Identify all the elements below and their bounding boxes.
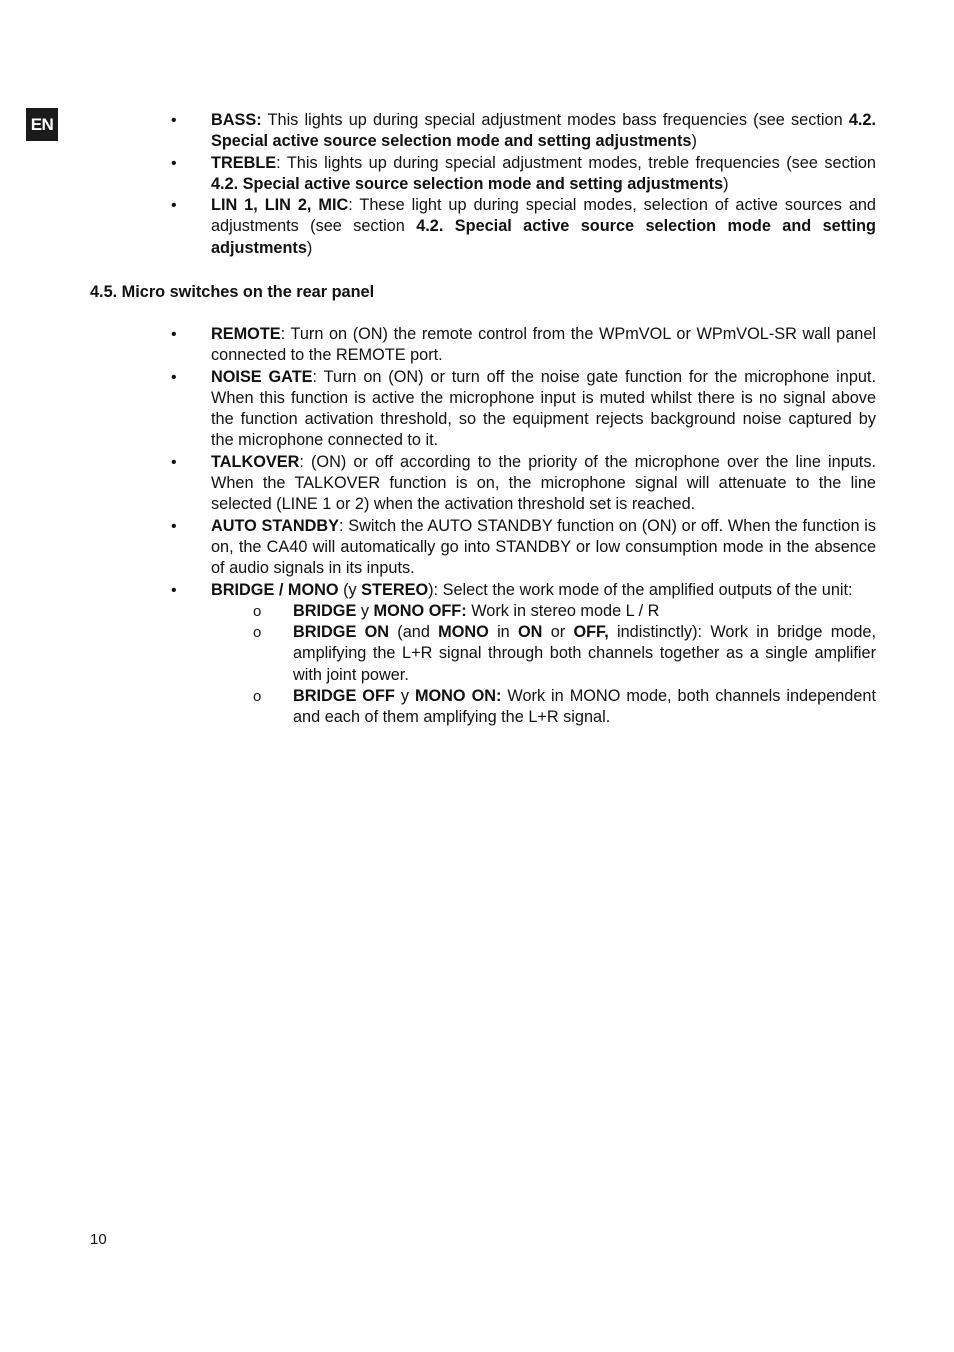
description: : These light up during special modes, selection of active sources and adjustments (see section [211,196,876,236]
term: MONO [438,623,489,642]
term: BRIDGE ON [293,623,390,642]
connector: y [394,687,415,706]
term: BRIDGE [293,601,357,620]
list-item-lin-mic [211,195,876,259]
sublist-item [293,622,876,686]
description: Work in MONO mode, both channels independent and each of them amplifying the L+R signal. [293,687,876,727]
section-heading: 4.5. Micro switches on the rear panel [90,283,375,301]
description: This lights up during special adjustment modes bass frequencies (see section [261,111,849,129]
description: ): Select the work mode of the amplified outputs of the unit: [428,580,853,599]
list-item-noise-gate [211,367,876,452]
list-item-treble [211,153,876,196]
term: REMOTE [211,325,281,343]
term: NOISE GATE [211,367,313,386]
term: OFF, [573,623,609,642]
section-reference: 4.2. Special active source selection mode and setting adjustments [211,174,724,193]
term: ON [518,623,543,642]
term: TREBLE [211,153,277,172]
sublist-item [293,601,876,622]
list-item-auto-standby [211,516,876,580]
indicator-list [211,110,876,259]
description: Work in stereo mode L / R [466,601,660,620]
closing-paren: ) [691,132,697,151]
term: BASS: [211,111,262,129]
description: : Turn on (ON) or turn off the noise gate function for the microphone input. When this function is active the microphone input is muted whilst there is no signal above the function activation threshold, so the equipment rejects background noise captured by the microphone connected to it. [211,367,876,450]
term: BRIDGE OFF [293,687,395,706]
list-item-bridge-mono [211,580,876,729]
connector: y [356,601,374,620]
list-item-remote [211,324,876,367]
connector: (y [338,580,362,599]
connector: (and [389,623,439,642]
term: MONO ON: [414,687,502,706]
description: : (ON) or off according to the priority of the microphone over the line inputs. When the TALKOVER function is on, the microphone signal will attenuate to the line selected (LINE 1 or 2) when the activation threshold set is reached. [211,452,876,514]
list-item-bass [211,110,876,153]
term: AUTO STANDBY [211,516,340,535]
closing-paren: ) [723,174,729,193]
sublist-item [293,686,876,729]
connector: in [488,623,519,642]
description: : Turn on (ON) the remote control from the WPmVOL or WPmVOL-SR wall panel connected to the REMOTE port. [211,325,876,365]
closing-paren: ) [306,238,313,257]
page-number: 10 [90,1231,107,1248]
section-reference: 4.2. Special active source selection mode and setting adjustments [211,111,876,151]
term: LIN 1, LIN 2, MIC [211,196,349,215]
micro-switch-list [211,324,876,729]
list-item-talkover [211,452,876,516]
term: TALKOVER [211,452,300,471]
bridge-mode-sublist [293,601,876,729]
description: indistinctly): Work in bridge mode, amplifying the L+R signal through both channels together as a single amplifier with joint power. [293,623,876,684]
description: : This lights up during special adjustment modes, treble frequencies (see section [276,153,876,172]
language-badge: EN [26,108,58,141]
description: : Switch the AUTO STANDBY function on (ON) or off. When the function is on, the CA40 will automatically go into STANDBY or low consumption mode in the absence of audio signals in its inputs. [211,516,876,578]
section-reference: 4.2. Special active source selection mode and setting adjustments [211,217,876,257]
term-stereo: STEREO [361,580,429,599]
term: BRIDGE / MONO [211,580,339,599]
connector: or [542,623,574,642]
term: MONO OFF: [373,601,467,620]
